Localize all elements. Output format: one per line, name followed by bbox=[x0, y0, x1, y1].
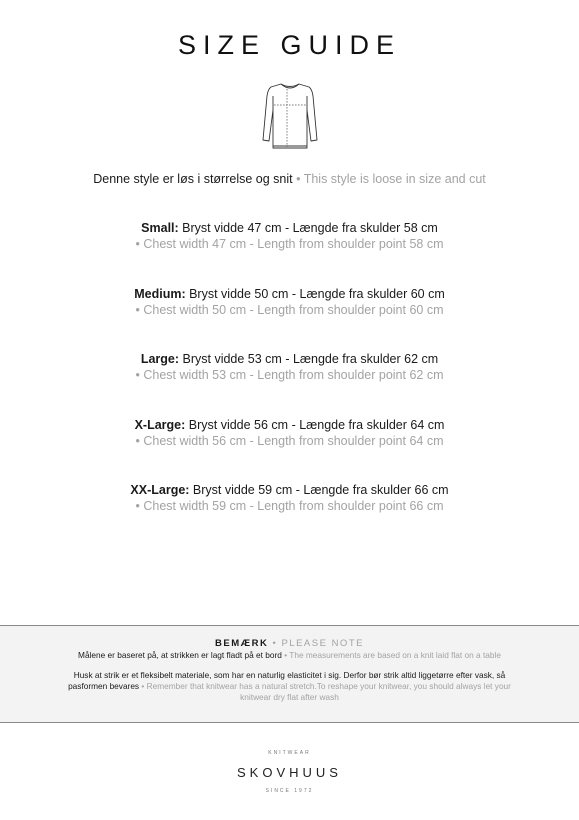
note-measurement-basis-en: • The measurements are based on a knit laid flat on a table bbox=[281, 650, 501, 660]
fit-description bbox=[0, 172, 579, 186]
page-title: SIZE GUIDE bbox=[177, 30, 402, 60]
brand-name: SKOVHUUS bbox=[237, 765, 342, 780]
size-name: Large: bbox=[140, 352, 180, 366]
sweater-icon bbox=[257, 80, 323, 152]
note-care-instructions-da: Husk at strik er et fleksibelt materiale, som har en naturlig elasticitet i sig. Derfor bør strik altid liggetørre efter vask, så pasformen bevares bbox=[68, 670, 506, 691]
note-title-da: BEMÆRK bbox=[215, 638, 269, 649]
note-box bbox=[0, 625, 579, 723]
size-measurements-en: • Chest width 59 cm - Length from shoulder point 66 cm bbox=[135, 499, 444, 513]
size-name: Medium: bbox=[134, 286, 186, 301]
size-line-da bbox=[0, 417, 579, 433]
size-line-da bbox=[0, 482, 579, 498]
size-item-xx-large bbox=[0, 482, 579, 548]
size-line-da bbox=[0, 220, 579, 236]
fit-description-en: This style is loose in size and cut bbox=[303, 172, 486, 186]
note-measurement-basis bbox=[0, 650, 579, 661]
brand-logo bbox=[0, 743, 579, 803]
size-item-large bbox=[0, 351, 579, 417]
size-name: Small: bbox=[141, 221, 179, 235]
size-measurements-da: Bryst vidde 53 cm - Længde fra skulder 62 cm bbox=[179, 352, 439, 366]
note-measurement-basis-da: Målene er baseret på, at strikken er lagt fladt på et bord bbox=[78, 650, 282, 660]
fit-description-separator: • bbox=[292, 172, 304, 186]
size-name: XX-Large: bbox=[130, 483, 190, 497]
note-care-instructions bbox=[0, 670, 579, 703]
note-title bbox=[0, 638, 579, 649]
fit-description-da: Denne style er løs i størrelse og snit bbox=[93, 172, 293, 186]
brand-tagline-top: KNITWEAR bbox=[268, 750, 311, 756]
size-item-small bbox=[0, 220, 579, 286]
size-item-x-large bbox=[0, 417, 579, 483]
size-measurements-da: Bryst vidde 47 cm - Længde fra skulder 58 cm bbox=[178, 221, 438, 235]
size-measurements-en: • Chest width 53 cm - Length from shoulder point 62 cm bbox=[135, 368, 444, 382]
size-list bbox=[0, 220, 579, 548]
size-measurements-da: Bryst vidde 50 cm - Længde fra skulder 60 cm bbox=[185, 286, 445, 301]
size-measurements-en: • Chest width 56 cm - Length from shoulder point 64 cm bbox=[135, 433, 444, 448]
size-measurements-da: Bryst vidde 59 cm - Længde fra skulder 66 cm bbox=[189, 483, 449, 497]
size-name: X-Large: bbox=[134, 417, 186, 432]
size-measurements-en: • Chest width 50 cm - Length from shoulder point 60 cm bbox=[135, 302, 444, 317]
size-measurements-da: Bryst vidde 56 cm - Længde fra skulder 64 cm bbox=[185, 417, 445, 432]
size-line-da bbox=[0, 286, 579, 302]
note-care-instructions-en: • Remember that knitwear has a natural stretch.To reshape your knitwear, you should always let your knitwear dry flat after wash bbox=[139, 681, 511, 702]
size-measurements-en: • Chest width 47 cm - Length from shoulder point 58 cm bbox=[135, 237, 444, 251]
note-title-en: • PLEASE NOTE bbox=[268, 638, 364, 649]
brand-tagline-bottom: SINCE 1972 bbox=[265, 788, 314, 794]
size-item-medium bbox=[0, 286, 579, 352]
size-line-da bbox=[0, 351, 579, 367]
